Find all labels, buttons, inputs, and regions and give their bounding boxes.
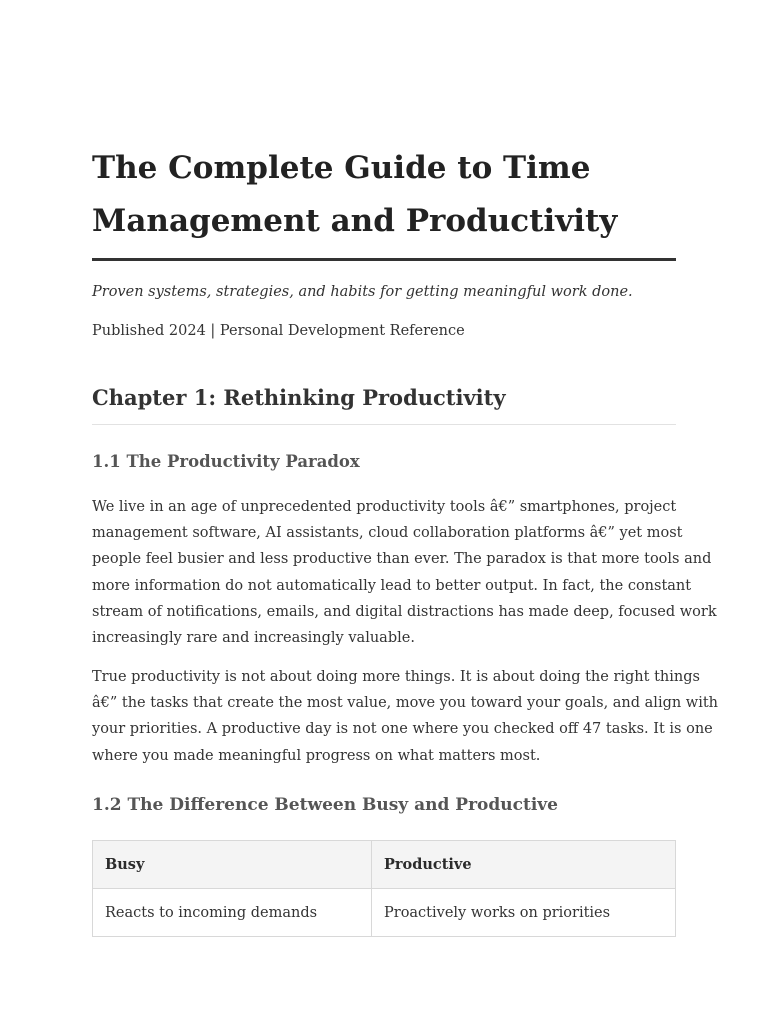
publication-info: Published 2024 | Personal Development Reference (92, 323, 465, 339)
paragraph-line: â€” the tasks that create the most value, move you toward your goals, and align with (92, 695, 719, 712)
chapter-divider (92, 424, 676, 425)
table-cell: Reacts to incoming demands (93, 889, 372, 937)
document-title (92, 142, 676, 248)
section-heading-busy-vs-productive: 1.2 The Difference Between Busy and Productive (92, 795, 558, 815)
table-header-row (93, 841, 676, 889)
busy-vs-productive-table (92, 840, 676, 937)
document-title-line-2: Management and Productivity (92, 203, 618, 239)
section-heading-productivity-paradox: 1.1 The Productivity Paradox (92, 452, 360, 471)
paragraph-true-productivity (92, 664, 719, 769)
table-header-busy: Busy (93, 841, 372, 889)
document-title-line-1: The Complete Guide to Time (92, 150, 591, 186)
paragraph-line: increasingly rare and increasingly valuable. (92, 630, 415, 647)
table-row (93, 889, 676, 937)
paragraph-line: management software, AI assistants, cloud collaboration platforms â€” yet most (92, 525, 683, 542)
paragraph-line: stream of notifications, emails, and digital distractions has made deep, focused work (92, 603, 717, 620)
table-header-productive: Productive (372, 841, 676, 889)
document-subtitle: Proven systems, strategies, and habits for getting meaningful work done. (92, 284, 633, 300)
paragraph-line: We live in an age of unprecedented productivity tools â€” smartphones, project (92, 499, 677, 515)
paragraph-productivity-paradox (92, 494, 717, 651)
paragraph-line: True productivity is not about doing more things. It is about doing the right things (92, 669, 700, 685)
chapter-heading: Chapter 1: Rethinking Productivity (92, 385, 506, 410)
paragraph-line: more information do not automatically lead to better output. In fact, the constant (92, 577, 692, 594)
table-cell: Proactively works on priorities (372, 889, 676, 937)
title-divider (92, 258, 676, 261)
paragraph-line: where you made meaningful progress on what matters most. (92, 747, 541, 764)
paragraph-line: your priorities. A productive day is not one where you checked off 47 tasks. It is one (92, 721, 713, 738)
paragraph-line: people feel busier and less productive than ever. The paradox is that more tools and (92, 551, 712, 568)
